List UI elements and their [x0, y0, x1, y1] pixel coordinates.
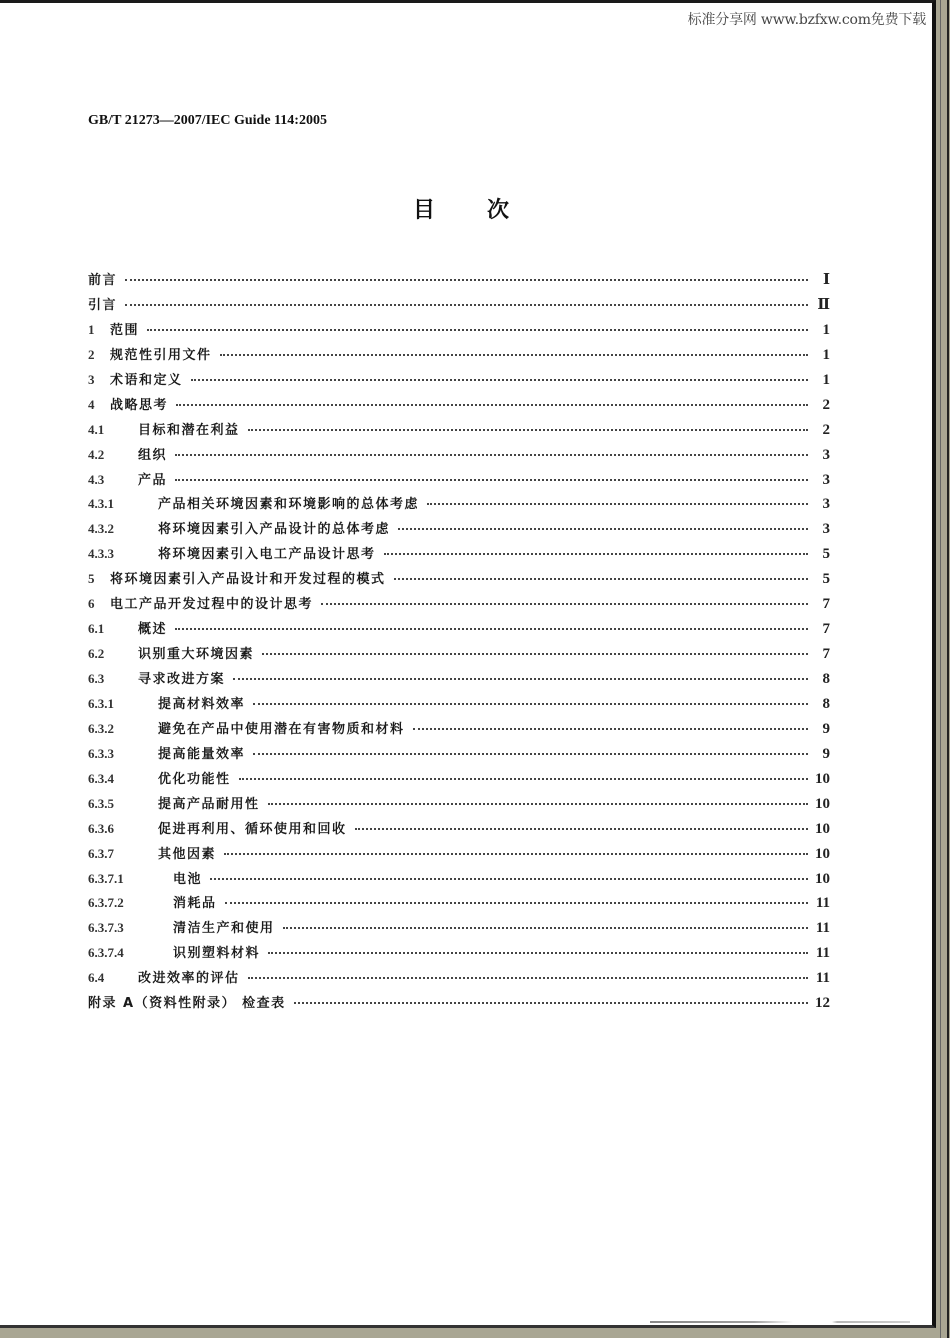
- toc-entry[interactable]: [88, 743, 830, 768]
- toc-entry-page: 7: [822, 646, 830, 663]
- toc-entry-page: 3: [822, 521, 830, 538]
- toc-entry-label: 提高能量效率: [158, 746, 246, 762]
- toc-entry-page: 8: [822, 695, 830, 712]
- toc-entry-page: 12: [815, 995, 830, 1012]
- toc-entry-number: 4: [88, 396, 95, 412]
- toc-entry-page: 7: [822, 596, 830, 613]
- toc-entry[interactable]: [88, 818, 830, 843]
- dot-leader: [384, 553, 808, 555]
- dot-leader: [175, 628, 808, 630]
- toc-entry-page: 9: [822, 720, 830, 737]
- toc-entry-number: 6.3: [88, 671, 105, 686]
- scan-artifact: [650, 1321, 910, 1323]
- toc-entry[interactable]: [88, 344, 830, 369]
- toc-entry-label: 识别重大环境因素: [138, 647, 255, 663]
- dot-leader: [233, 678, 808, 680]
- toc-entry-label: 组织: [138, 447, 168, 463]
- toc-entry-label: 产品相关环境因素和环境影响的总体考虑: [158, 497, 420, 513]
- toc-entry-label: 提高材料效率: [158, 696, 246, 712]
- dot-leader: [283, 927, 808, 929]
- toc-entry-page: 1: [822, 321, 830, 338]
- toc-entry-page: 10: [815, 870, 830, 887]
- dot-leader: [398, 528, 808, 530]
- toc-entry-page: 5: [822, 571, 830, 588]
- dot-leader: [125, 304, 808, 306]
- toc-entry-label: 电工产品开发过程中的设计思考: [110, 597, 314, 613]
- toc-entry-label: 其他因素: [158, 846, 217, 862]
- toc-entry[interactable]: [88, 419, 830, 444]
- toc-entry-number: 6.3.6: [88, 820, 114, 836]
- toc-entry-number: 6.3.4: [88, 770, 114, 786]
- toc-entry-number: 6.1: [88, 621, 105, 637]
- toc-entry-label: 清洁生产和使用: [173, 921, 275, 937]
- toc-entry-page: 11: [815, 895, 830, 912]
- table-of-contents: [88, 269, 830, 1017]
- toc-entry-label: 产品: [138, 472, 168, 488]
- toc-entry-label: 目标和潜在利益: [138, 422, 240, 438]
- toc-entry-label: 避免在产品中使用潜在有害物质和材料: [158, 721, 405, 737]
- toc-entry-label: 改进效率的评估: [138, 971, 240, 987]
- toc-entry-number: 4.3.3: [88, 546, 114, 562]
- dot-leader: [413, 728, 808, 730]
- toc-entry-label: 电池: [173, 871, 203, 887]
- toc-entry-page: 10: [815, 845, 830, 862]
- toc-entry-number: 4.2: [88, 446, 105, 462]
- toc-entry-number: 6.3.7.1: [88, 870, 124, 886]
- dot-leader: [239, 778, 808, 780]
- toc-entry-number: 6.3.3: [88, 745, 114, 761]
- toc-entry-page: 10: [815, 795, 830, 812]
- toc-entry-page: 10: [815, 770, 830, 787]
- toc-entry-label: 概述: [138, 622, 168, 638]
- toc-entry-label: 术语和定义: [110, 372, 183, 388]
- dot-leader: [355, 828, 808, 830]
- dot-leader: [262, 653, 808, 655]
- toc-entry-number: 2: [88, 346, 95, 362]
- dot-leader: [253, 753, 808, 755]
- toc-entry[interactable]: [88, 768, 830, 793]
- toc-entry-number: 6.3.7: [88, 845, 114, 861]
- toc-entry[interactable]: [88, 518, 830, 543]
- toc-entry[interactable]: [88, 793, 830, 818]
- toc-entry-page: 11: [815, 920, 830, 937]
- toc-entry[interactable]: [88, 917, 830, 942]
- dot-leader: [224, 853, 808, 855]
- dot-leader: [248, 977, 808, 979]
- toc-entry[interactable]: [88, 568, 830, 593]
- toc-entry[interactable]: [88, 843, 830, 868]
- toc-entry[interactable]: [88, 369, 830, 394]
- toc-entry-page: 3: [822, 446, 830, 463]
- toc-entry-page: 3: [822, 496, 830, 513]
- toc-entry[interactable]: [88, 693, 830, 718]
- toc-entry-page: 3: [822, 471, 830, 488]
- toc-entry-page: 5: [822, 546, 830, 563]
- toc-entry-number: 3: [88, 371, 95, 387]
- toc-entry[interactable]: [88, 543, 830, 568]
- dot-leader: [248, 429, 808, 431]
- toc-title-char: 次: [487, 198, 510, 223]
- toc-entry[interactable]: [88, 992, 830, 1017]
- toc-entry-page: 7: [822, 621, 830, 638]
- dot-leader: [268, 952, 808, 954]
- toc-entry-label: 前言: [88, 273, 118, 288]
- dot-leader: [176, 404, 808, 406]
- toc-entry[interactable]: [88, 493, 830, 518]
- toc-entry[interactable]: [88, 269, 830, 294]
- document-code: GB/T 21273—2007/IEC Guide 114:2005: [88, 113, 327, 128]
- toc-entry-label: 提高产品耐用性: [158, 796, 260, 812]
- toc-entry-label: 寻求改进方案: [138, 672, 226, 687]
- toc-entry[interactable]: [88, 444, 830, 469]
- toc-entry[interactable]: [88, 967, 830, 992]
- toc-entry-page: 1: [822, 371, 830, 388]
- dot-leader: [220, 354, 808, 356]
- dot-leader: [147, 329, 808, 331]
- toc-entry-label: 优化功能性: [158, 771, 231, 787]
- toc-entry-label: 消耗品: [173, 896, 217, 912]
- toc-entry[interactable]: [88, 718, 830, 743]
- toc-entry-page: Ⅱ: [817, 296, 830, 313]
- toc-entry-number: 4.3.2: [88, 521, 114, 537]
- toc-entry[interactable]: [88, 294, 830, 319]
- dot-leader: [225, 902, 808, 904]
- toc-entry-page: 2: [822, 421, 830, 438]
- toc-entry-label: 规范性引用文件: [110, 347, 212, 363]
- toc-entry-label: 识别塑料材料: [173, 946, 261, 962]
- toc-entry-number: 6.2: [88, 646, 105, 662]
- toc-entry-number: 4.3: [88, 471, 105, 487]
- toc-entry-number: 6: [88, 596, 95, 612]
- window-frame-edge: [940, 0, 950, 1338]
- toc-entry-label: 战略思考: [110, 397, 169, 413]
- dot-leader: [321, 603, 808, 605]
- toc-entry-label: 将环境因素引入产品设计和开发过程的模式: [110, 572, 386, 588]
- toc-entry[interactable]: [88, 868, 830, 893]
- toc-entry-label: 引言: [88, 297, 118, 313]
- dot-leader: [394, 578, 808, 580]
- toc-entry[interactable]: [88, 942, 830, 967]
- toc-entry-number: 6.4: [88, 970, 105, 986]
- toc-entry-label: 将环境因素引入电工产品设计思考: [158, 547, 376, 563]
- toc-entry-number: 6.3.7.4: [88, 945, 124, 961]
- toc-entry-number: 6.3.5: [88, 795, 114, 811]
- toc-entry-number: 6.3.7.3: [88, 920, 124, 936]
- toc-entry[interactable]: [88, 643, 830, 668]
- toc-entry-label: 促进再利用、循环使用和回收: [158, 821, 347, 837]
- toc-entry-number: 1: [88, 321, 95, 337]
- toc-entry-page: Ⅰ: [822, 272, 830, 288]
- toc-entry-label: 范围: [110, 322, 140, 338]
- dot-leader: [294, 1002, 808, 1004]
- toc-entry-page: 9: [822, 745, 830, 762]
- toc-entry-page: 11: [815, 970, 830, 987]
- toc-title-char: 目: [413, 198, 436, 223]
- toc-entry-number: 6.3.7.2: [88, 895, 124, 911]
- toc-entry[interactable]: [88, 469, 830, 494]
- dot-leader: [253, 703, 808, 705]
- toc-entry-page: 11: [815, 945, 830, 962]
- dot-leader: [175, 454, 808, 456]
- toc-entry-number: 6.3.1: [88, 695, 114, 711]
- toc-entry-number: 5: [88, 571, 95, 587]
- toc-entry[interactable]: [88, 668, 830, 693]
- dot-leader: [210, 878, 808, 880]
- toc-title: [413, 193, 509, 224]
- toc-entry-label: 附录 A（资料性附录） 检查表: [88, 996, 286, 1012]
- toc-entry-page: 10: [815, 820, 830, 837]
- toc-entry-page: 1: [822, 346, 830, 363]
- dot-leader: [427, 503, 808, 505]
- toc-entry-page: 8: [822, 671, 830, 687]
- toc-entry-label: 将环境因素引入产品设计的总体考虑: [158, 522, 391, 538]
- dot-leader: [125, 279, 808, 281]
- toc-entry[interactable]: [88, 892, 830, 917]
- toc-entry[interactable]: [88, 618, 830, 643]
- watermark-text: 标准分享网 www.bzfxw.com免费下载: [687, 12, 926, 28]
- toc-entry[interactable]: [88, 593, 830, 618]
- toc-entry-number: 4.3.1: [88, 496, 114, 512]
- toc-entry-number: 4.1: [88, 421, 105, 437]
- toc-entry-page: 2: [822, 396, 830, 413]
- toc-entry-number: 6.3.2: [88, 720, 114, 736]
- toc-entry[interactable]: [88, 319, 830, 344]
- dot-leader: [268, 803, 808, 805]
- dot-leader: [191, 379, 808, 381]
- dot-leader: [175, 479, 808, 481]
- toc-entry[interactable]: [88, 394, 830, 419]
